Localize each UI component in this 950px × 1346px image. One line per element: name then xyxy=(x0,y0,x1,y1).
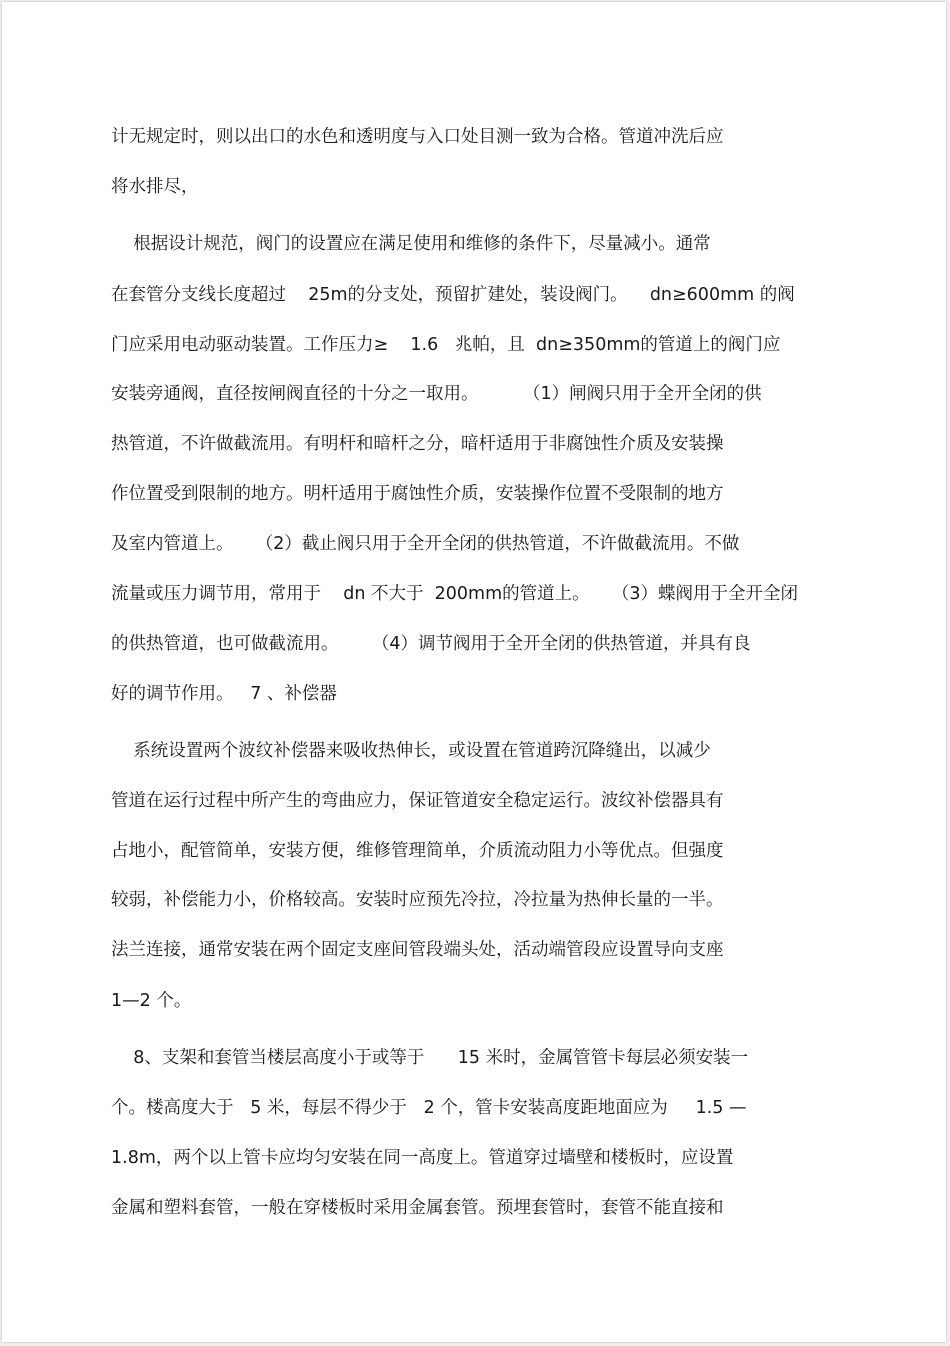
text-line: 在套管分支线长度超过 25m的分支处，预留扩建处，装设阀门。 dn≥600mm 的阀 xyxy=(111,285,795,305)
text-line: 法兰连接，通常安装在两个固定支座间管段端头处，活动端管段应设置导向支座 xyxy=(111,940,724,960)
text-line: 金属和塑料套管，一般在穿楼板时采用金属套管。预埋套管时，套管不能直接和 xyxy=(111,1198,724,1218)
text-line: 1.8m，两个以上管卡应均匀安装在同一高度上。管道穿过墙壁和楼板时，应设置 xyxy=(111,1148,734,1168)
text-line: 作位置受到限制的地方。明杆适用于腐蚀性介质，安装操作位置不受限制的地方 xyxy=(111,484,724,504)
text-line: 流量或压力调节用，常用于 dn 不大于 200mm的管道上。 （3）蝶阀用于全开全闭 xyxy=(111,584,799,604)
text-line: 热管道，不许做截流用。有明杆和暗杆之分，暗杆适用于非腐蚀性介质及安装操 xyxy=(111,434,724,454)
text-line: 安装旁通阀，直径按闸阀直径的十分之一取用。 （1）闸阀只用于全开全闭的供 xyxy=(111,384,762,404)
text-line: 8、支架和套管当楼层高度小于或等于 15 米时，金属管管卡每层必须安装一 xyxy=(111,1048,749,1068)
document-page xyxy=(2,2,946,1342)
text-line: 门应采用电动驱动装置。工作压力≥ 1.6 兆帕，且 dn≥350mm的管道上的阀门应 xyxy=(111,335,781,355)
text-line: 的供热管道，也可做截流用。 （4）调节阀用于全开全闭的供热管道，并具有良 xyxy=(111,634,751,654)
text-line: 系统设置两个波纹补偿器来吸收热伸长，或设置在管道跨沉降缝出，以减少 xyxy=(111,741,711,761)
text-line: 根据设计规范，阀门的设置应在满足使用和维修的条件下，尽量减小。通常 xyxy=(111,234,711,254)
text-line: 1—2 个。 xyxy=(111,991,192,1011)
text-line: 将水排尽， xyxy=(111,177,199,197)
text-line: 管道在运行过程中所产生的弯曲应力，保证管道安全稳定运行。波纹补偿器具有 xyxy=(111,791,724,811)
text-line: 占地小，配管简单，安装方便，维修管理简单，介质流动阻力小等优点。但强度 xyxy=(111,841,724,861)
text-line: 个。楼高度大于 5 米，每层不得少于 2 个，管卡安装高度距地面应为 1.5 — xyxy=(111,1098,747,1118)
text-line: 好的调节作用。 7 、补偿器 xyxy=(111,684,337,704)
text-line: 计无规定时，则以出口的水色和透明度与入口处目测一致为合格。管道冲洗后应 xyxy=(111,127,724,147)
text-line: 较弱，补偿能力小，价格较高。安装时应预先冷拉，冷拉量为热伸长量的一半。 xyxy=(111,890,724,910)
text-line: 及室内管道上。 （2）截止阀只用于全开全闭的供热管道，不许做截流用。不做 xyxy=(111,534,740,554)
